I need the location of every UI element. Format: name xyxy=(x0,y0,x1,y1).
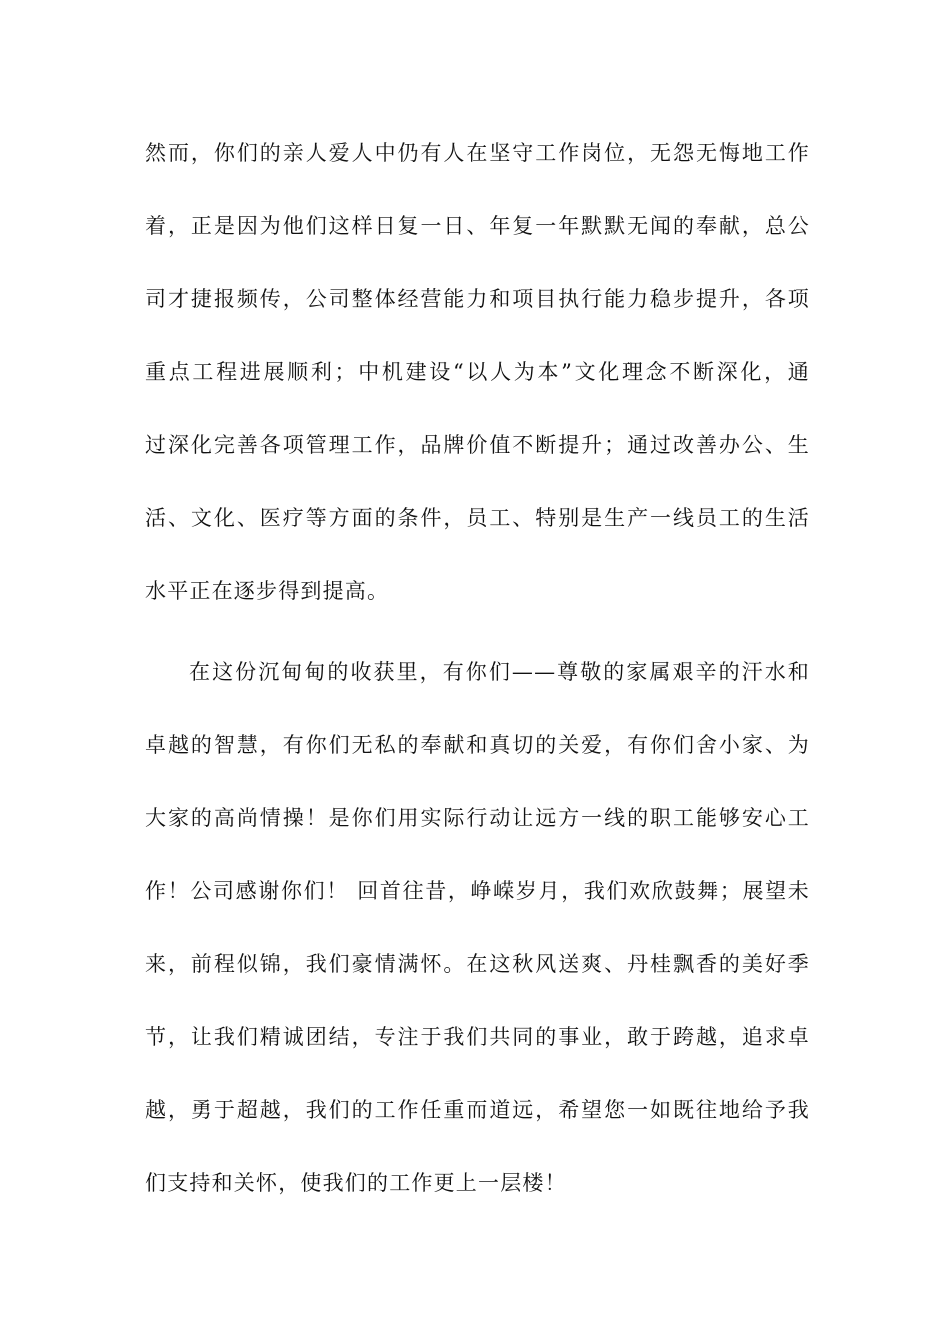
paragraph-2-line-1: 在这份沉甸甸的收获里，有你们——尊敬的家属艰辛的汗水和 xyxy=(189,660,810,684)
paragraph-2-line-8: 们支持和关怀，使我们的工作更上一层楼！ xyxy=(145,1171,567,1195)
paragraph-1-line-3: 司才捷报频传，公司整体经营能力和项目执行能力稳步提升，各项 xyxy=(145,287,810,311)
paragraph-1-line-1: 然而，你们的亲人爱人中仍有人在坚守工作岗位，无怨无悔地工作 xyxy=(145,141,810,165)
paragraph-1-line-5: 过深化完善各项管理工作，品牌价值不断提升；通过改善办公、生 xyxy=(145,433,810,457)
paragraph-1-line-4: 重点工程进展顺利；中机建设“以人为本”文化理念不断深化，通 xyxy=(145,360,810,384)
paragraph-2-line-6: 节，让我们精诚团结，专注于我们共同的事业，敢于跨越，追求卓 xyxy=(145,1025,810,1049)
paragraph-1-line-2: 着，正是因为他们这样日复一日、年复一年默默无闻的奉献，总公 xyxy=(145,214,810,238)
paragraph-2-line-7: 越，勇于超越，我们的工作任重而道远，希望您一如既往地给予我 xyxy=(145,1098,810,1122)
paragraph-2-line-4: 作！公司感谢你们！ 回首往昔，峥嵘岁月，我们欢欣鼓舞；展望未 xyxy=(145,879,810,903)
paragraph-1-line-6: 活、文化、医疗等方面的条件，员工、特别是生产一线员工的生活 xyxy=(145,506,810,530)
paragraph-2-line-2: 卓越的智慧，有你们无私的奉献和真切的关爱，有你们舍小家、为 xyxy=(145,733,810,757)
paragraph-2-line-3: 大家的高尚情操！是你们用实际行动让远方一线的职工能够安心工 xyxy=(145,806,810,830)
paragraph-2-line-5: 来，前程似锦，我们豪情满怀。在这秋风送爽、丹桂飘香的美好季 xyxy=(145,952,810,976)
paragraph-1-line-7: 水平正在逐步得到提高。 xyxy=(145,579,390,603)
